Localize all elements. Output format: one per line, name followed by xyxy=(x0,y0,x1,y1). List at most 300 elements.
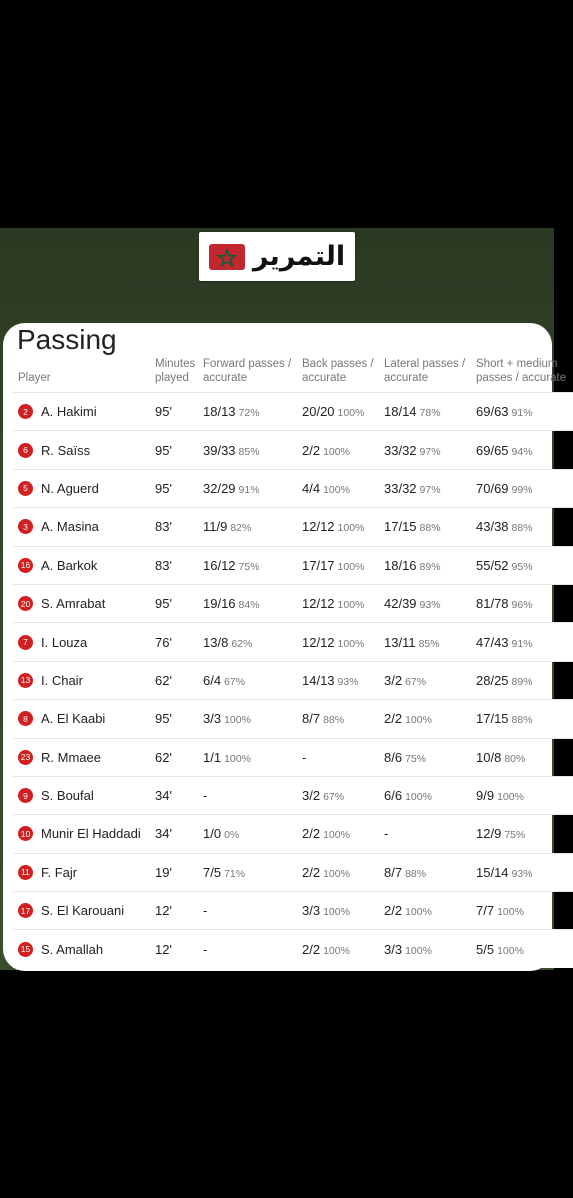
short-medium-passes-percent: 91% xyxy=(511,637,533,650)
short-medium-passes-cell xyxy=(476,776,573,814)
forward-passes-cell xyxy=(203,853,302,891)
player-cell xyxy=(13,930,155,968)
player-cell xyxy=(13,815,155,853)
minutes-cell xyxy=(155,393,203,431)
player-cell xyxy=(13,431,155,469)
forward-passes-value: 32/29 xyxy=(203,480,236,496)
forward-passes-cell xyxy=(203,623,302,661)
forward-passes-cell xyxy=(203,431,302,469)
table-row[interactable] xyxy=(13,661,573,699)
back-passes-percent: 100% xyxy=(337,560,365,573)
back-passes-percent: 100% xyxy=(323,829,350,842)
column-header-short-medium[interactable] xyxy=(476,353,573,393)
minutes-cell xyxy=(155,738,203,776)
lateral-passes-value: 2/2 xyxy=(384,711,403,727)
player-name[interactable]: Munir El Haddadi xyxy=(41,826,141,842)
minutes-cell xyxy=(155,776,203,814)
minutes-value: 19' xyxy=(155,864,172,880)
minutes-cell xyxy=(155,853,203,891)
short-medium-passes-cell xyxy=(476,892,573,930)
lateral-passes-value: 33/32 xyxy=(384,442,417,458)
back-passes-value: 4/4 xyxy=(302,480,321,496)
table-row[interactable] xyxy=(13,623,573,661)
lateral-passes-cell xyxy=(384,508,476,546)
lateral-passes-value: 18/16 xyxy=(384,557,417,573)
short-medium-passes-percent: 89% xyxy=(511,675,533,688)
forward-passes-cell xyxy=(203,738,302,776)
player-name[interactable]: S. Amrabat xyxy=(41,596,106,612)
column-header-line2: played xyxy=(155,372,189,384)
table-header-row xyxy=(13,353,573,393)
back-passes-cell xyxy=(302,584,384,622)
back-passes-cell xyxy=(302,508,384,546)
short-medium-passes-value: 69/65 xyxy=(476,442,509,458)
short-medium-passes-value: 15/14 xyxy=(476,864,509,880)
header-title: التمرير xyxy=(252,241,346,272)
lateral-passes-cell xyxy=(384,469,476,507)
forward-passes-cell xyxy=(203,469,302,507)
short-medium-passes-cell xyxy=(476,815,573,853)
morocco-flag-icon xyxy=(209,244,245,270)
forward-passes-percent: 82% xyxy=(230,522,252,535)
column-header-line1: Minutes xyxy=(155,358,196,370)
short-medium-passes-percent: 80% xyxy=(504,752,526,765)
forward-passes-cell xyxy=(203,546,302,584)
player-cell xyxy=(13,393,155,431)
header-banner xyxy=(199,232,355,281)
forward-passes-percent: 85% xyxy=(238,445,260,458)
lateral-passes-cell xyxy=(384,892,476,930)
short-medium-passes-value: 12/9 xyxy=(476,826,502,842)
lateral-passes-percent: 78% xyxy=(419,407,441,420)
forward-passes-percent: 100% xyxy=(224,714,251,727)
short-medium-passes-percent: 94% xyxy=(511,445,533,458)
forward-passes-value: 19/16 xyxy=(203,596,236,612)
back-passes-value: 12/12 xyxy=(302,634,335,650)
lateral-passes-cell xyxy=(384,738,476,776)
forward-passes-cell xyxy=(203,661,302,699)
back-passes-cell xyxy=(302,815,384,853)
lateral-passes-cell xyxy=(384,584,476,622)
minutes-value: 12' xyxy=(155,941,172,957)
column-header-minutes[interactable] xyxy=(155,353,203,393)
lateral-passes-percent: 89% xyxy=(419,560,441,573)
minutes-value: 83' xyxy=(155,557,172,573)
player-name[interactable]: A. Masina xyxy=(41,519,99,535)
lateral-passes-value: - xyxy=(384,826,389,842)
back-passes-percent: 93% xyxy=(337,675,359,688)
forward-passes-percent: 100% xyxy=(224,752,251,765)
column-header-back[interactable] xyxy=(302,353,384,393)
back-passes-value: 12/12 xyxy=(302,596,335,612)
back-passes-value: - xyxy=(302,749,307,765)
back-passes-percent: 100% xyxy=(323,906,350,919)
back-passes-value: 2/2 xyxy=(302,941,321,957)
back-passes-percent: 100% xyxy=(337,522,365,535)
minutes-value: 83' xyxy=(155,519,172,535)
shirt-number-badge: 20 xyxy=(18,596,33,611)
short-medium-passes-percent: 75% xyxy=(504,829,526,842)
short-medium-passes-value: 47/43 xyxy=(476,634,509,650)
short-medium-passes-percent: 95% xyxy=(511,560,533,573)
lateral-passes-value: 8/6 xyxy=(384,749,403,765)
minutes-cell xyxy=(155,700,203,738)
lateral-passes-value: 33/32 xyxy=(384,480,417,496)
forward-passes-percent: 75% xyxy=(238,560,260,573)
shirt-number-badge: 8 xyxy=(18,711,33,726)
back-passes-value: 17/17 xyxy=(302,557,335,573)
forward-passes-value: 1/0 xyxy=(203,826,222,842)
table-row[interactable] xyxy=(13,469,573,507)
short-medium-passes-percent: 93% xyxy=(511,867,533,880)
lateral-passes-cell xyxy=(384,546,476,584)
forward-passes-cell xyxy=(203,393,302,431)
minutes-value: 34' xyxy=(155,826,172,842)
forward-passes-value: 18/13 xyxy=(203,404,236,420)
lateral-passes-cell xyxy=(384,853,476,891)
back-passes-value: 20/20 xyxy=(302,404,335,420)
short-medium-passes-cell xyxy=(476,738,573,776)
short-medium-passes-value: 70/69 xyxy=(476,480,509,496)
shirt-number-badge: 5 xyxy=(18,481,33,496)
forward-passes-cell xyxy=(203,892,302,930)
player-cell xyxy=(13,738,155,776)
column-header-line2: Player xyxy=(18,372,51,384)
short-medium-passes-cell xyxy=(476,661,573,699)
short-medium-passes-value: 81/78 xyxy=(476,596,509,612)
lateral-passes-cell xyxy=(384,930,476,968)
short-medium-passes-value: 69/63 xyxy=(476,404,509,420)
table-row[interactable] xyxy=(13,776,573,814)
table-row[interactable] xyxy=(13,393,573,431)
back-passes-percent: 88% xyxy=(323,714,345,727)
forward-passes-cell xyxy=(203,776,302,814)
forward-passes-percent: 84% xyxy=(238,599,260,612)
back-passes-percent: 67% xyxy=(323,791,345,804)
lateral-passes-value: 17/15 xyxy=(384,519,417,535)
forward-passes-value: 1/1 xyxy=(203,749,222,765)
player-cell xyxy=(13,546,155,584)
short-medium-passes-percent: 99% xyxy=(511,483,533,496)
minutes-value: 95' xyxy=(155,596,172,612)
forward-passes-cell xyxy=(203,815,302,853)
player-cell xyxy=(13,661,155,699)
lateral-passes-cell xyxy=(384,700,476,738)
back-passes-cell xyxy=(302,431,384,469)
back-passes-cell xyxy=(302,700,384,738)
shirt-number-badge: 2 xyxy=(18,404,33,419)
short-medium-passes-value: 7/7 xyxy=(476,903,495,919)
lateral-passes-percent: 88% xyxy=(405,867,427,880)
forward-passes-cell xyxy=(203,930,302,968)
player-name[interactable]: A. Barkok xyxy=(41,557,98,573)
player-info xyxy=(13,481,155,496)
lateral-passes-cell xyxy=(384,431,476,469)
player-info xyxy=(13,711,155,726)
short-medium-passes-cell xyxy=(476,853,573,891)
player-name[interactable]: A. El Kaabi xyxy=(41,711,106,727)
back-passes-cell xyxy=(302,853,384,891)
short-medium-passes-value: 55/52 xyxy=(476,557,509,573)
lateral-passes-cell xyxy=(384,393,476,431)
player-info xyxy=(13,596,155,611)
shirt-number-badge: 13 xyxy=(18,673,33,688)
player-info xyxy=(13,673,155,688)
lateral-passes-value: 3/2 xyxy=(384,672,403,688)
forward-passes-value: 11/9 xyxy=(203,519,228,535)
minutes-cell xyxy=(155,508,203,546)
back-passes-percent: 100% xyxy=(337,407,365,420)
table-row[interactable] xyxy=(13,546,573,584)
short-medium-passes-percent: 100% xyxy=(497,791,524,804)
player-name[interactable]: S. Amallah xyxy=(41,941,104,957)
lateral-passes-percent: 97% xyxy=(419,483,441,496)
shirt-number-badge: 10 xyxy=(18,826,33,841)
player-name[interactable]: F. Fajr xyxy=(41,864,78,880)
short-medium-passes-value: 43/38 xyxy=(476,519,509,535)
forward-passes-cell xyxy=(203,508,302,546)
forward-passes-value: 13/8 xyxy=(203,634,229,650)
table-body xyxy=(13,393,573,968)
shirt-number-badge: 23 xyxy=(18,750,33,765)
player-name[interactable]: R. Saïss xyxy=(41,442,91,458)
minutes-cell xyxy=(155,546,203,584)
lateral-passes-percent: 100% xyxy=(405,906,432,919)
forward-passes-percent: 71% xyxy=(224,867,246,880)
forward-passes-percent: 67% xyxy=(224,675,246,688)
minutes-value: 95' xyxy=(155,404,172,420)
minutes-value: 95' xyxy=(155,442,172,458)
shirt-number-badge: 3 xyxy=(18,519,33,534)
player-name[interactable]: N. Aguerd xyxy=(41,480,99,496)
lateral-passes-percent: 88% xyxy=(419,522,441,535)
short-medium-passes-percent: 100% xyxy=(497,944,524,957)
minutes-value: 34' xyxy=(155,788,172,804)
table-row[interactable] xyxy=(13,700,573,738)
forward-passes-value: - xyxy=(203,788,208,804)
lateral-passes-value: 3/3 xyxy=(384,941,403,957)
minutes-cell xyxy=(155,623,203,661)
table-row[interactable] xyxy=(13,584,573,622)
player-name[interactable]: S. El Karouani xyxy=(41,903,125,919)
shirt-number-badge: 17 xyxy=(18,903,33,918)
lateral-passes-percent: 100% xyxy=(405,944,432,957)
player-info xyxy=(13,635,155,650)
back-passes-cell xyxy=(302,469,384,507)
player-name[interactable]: I. Louza xyxy=(41,634,88,650)
shirt-number-badge: 15 xyxy=(18,942,33,957)
player-info xyxy=(13,404,155,419)
column-header-line2: accurate xyxy=(384,372,429,384)
lateral-passes-cell xyxy=(384,815,476,853)
back-passes-cell xyxy=(302,661,384,699)
lateral-passes-value: 18/14 xyxy=(384,404,417,420)
minutes-value: 62' xyxy=(155,749,172,765)
short-medium-passes-percent: 91% xyxy=(511,407,533,420)
back-passes-cell xyxy=(302,892,384,930)
short-medium-passes-percent: 88% xyxy=(511,522,533,535)
short-medium-passes-cell xyxy=(476,700,573,738)
shirt-number-badge: 11 xyxy=(18,865,33,880)
forward-passes-value: 7/5 xyxy=(203,864,222,880)
forward-passes-percent: 91% xyxy=(238,483,260,496)
lateral-passes-percent: 67% xyxy=(405,675,427,688)
passing-card xyxy=(3,323,567,971)
forward-passes-value: - xyxy=(203,903,208,919)
card-title: Passing xyxy=(17,324,117,355)
table-row[interactable] xyxy=(13,738,573,776)
lateral-passes-value: 8/7 xyxy=(384,864,403,880)
back-passes-value: 2/2 xyxy=(302,864,321,880)
player-name[interactable]: I. Chair xyxy=(41,672,83,688)
back-passes-percent: 100% xyxy=(323,867,350,880)
player-info xyxy=(13,788,155,803)
minutes-cell xyxy=(155,661,203,699)
column-header-forward[interactable] xyxy=(203,353,302,393)
player-name[interactable]: A. Hakimi xyxy=(41,404,97,420)
player-cell xyxy=(13,700,155,738)
short-medium-passes-value: 9/9 xyxy=(476,788,495,804)
column-header-line2: passes / accurate xyxy=(476,372,567,384)
back-passes-cell xyxy=(302,623,384,661)
minutes-value: 95' xyxy=(155,711,172,727)
back-passes-percent: 100% xyxy=(323,483,350,496)
minutes-cell xyxy=(155,584,203,622)
forward-passes-value: 16/12 xyxy=(203,557,236,573)
short-medium-passes-cell xyxy=(476,431,573,469)
lateral-passes-value: 6/6 xyxy=(384,788,403,804)
passing-table xyxy=(13,353,573,968)
column-header-line1: Forward passes / xyxy=(203,358,292,370)
lateral-passes-cell xyxy=(384,776,476,814)
shirt-number-badge: 9 xyxy=(18,788,33,803)
short-medium-passes-percent: 88% xyxy=(511,714,533,727)
shirt-number-badge: 16 xyxy=(18,558,33,573)
short-medium-passes-cell xyxy=(476,584,573,622)
back-passes-value: 14/13 xyxy=(302,672,335,688)
player-info xyxy=(13,443,155,458)
table-row[interactable] xyxy=(13,930,573,968)
forward-passes-cell xyxy=(203,584,302,622)
player-info xyxy=(13,865,155,880)
back-passes-cell xyxy=(302,930,384,968)
column-header-line2: accurate xyxy=(203,372,248,384)
player-name[interactable]: R. Mmaee xyxy=(41,749,101,765)
column-header-line1 xyxy=(18,357,155,371)
back-passes-percent: 100% xyxy=(323,445,350,458)
table-row[interactable] xyxy=(13,508,573,546)
back-passes-value: 3/2 xyxy=(302,788,321,804)
back-passes-value: 12/12 xyxy=(302,519,335,535)
column-header-line1: Short + medium xyxy=(476,358,558,370)
short-medium-passes-value: 17/15 xyxy=(476,711,509,727)
lateral-passes-value: 13/11 xyxy=(384,634,416,650)
forward-passes-value: 39/33 xyxy=(203,442,236,458)
player-cell xyxy=(13,584,155,622)
forward-passes-value: 3/3 xyxy=(203,711,222,727)
back-passes-percent: 100% xyxy=(323,944,350,957)
player-cell xyxy=(13,853,155,891)
player-name[interactable]: S. Boufal xyxy=(41,788,94,804)
back-passes-cell xyxy=(302,546,384,584)
player-info xyxy=(13,903,155,918)
forward-passes-percent: 0% xyxy=(224,829,240,842)
player-info xyxy=(13,519,155,534)
column-header-line1: Back passes / xyxy=(302,358,374,370)
minutes-value: 62' xyxy=(155,672,172,688)
back-passes-percent: 100% xyxy=(337,599,365,612)
minutes-cell xyxy=(155,815,203,853)
short-medium-passes-cell xyxy=(476,623,573,661)
shirt-number-badge: 6 xyxy=(18,443,33,458)
table-row[interactable] xyxy=(13,431,573,469)
lateral-passes-value: 42/39 xyxy=(384,596,417,612)
back-passes-percent: 100% xyxy=(337,637,365,650)
player-cell xyxy=(13,508,155,546)
lateral-passes-percent: 100% xyxy=(405,791,432,804)
player-info xyxy=(13,558,155,573)
forward-passes-value: - xyxy=(203,941,208,957)
short-medium-passes-value: 28/25 xyxy=(476,672,509,688)
lateral-passes-percent: 93% xyxy=(419,599,441,612)
short-medium-passes-value: 10/8 xyxy=(476,749,502,765)
player-cell xyxy=(13,623,155,661)
minutes-value: 76' xyxy=(155,634,172,650)
back-passes-value: 3/3 xyxy=(302,903,321,919)
lateral-passes-cell xyxy=(384,623,476,661)
column-header-lateral[interactable] xyxy=(384,353,476,393)
forward-passes-cell xyxy=(203,700,302,738)
table-row[interactable] xyxy=(13,853,573,891)
player-cell xyxy=(13,892,155,930)
short-medium-passes-cell xyxy=(476,508,573,546)
forward-passes-percent: 62% xyxy=(231,637,253,650)
column-header-line1: Lateral passes / xyxy=(384,358,466,370)
table-row[interactable] xyxy=(13,892,573,930)
minutes-cell xyxy=(155,892,203,930)
player-info xyxy=(13,750,155,765)
shirt-number-badge: 7 xyxy=(18,635,33,650)
table-row[interactable] xyxy=(13,815,573,853)
back-passes-cell xyxy=(302,738,384,776)
lateral-passes-percent: 100% xyxy=(405,714,432,727)
back-passes-value: 2/2 xyxy=(302,442,321,458)
back-passes-value: 8/7 xyxy=(302,711,321,727)
player-cell xyxy=(13,469,155,507)
short-medium-passes-cell xyxy=(476,930,573,968)
short-medium-passes-value: 5/5 xyxy=(476,941,495,957)
lateral-passes-cell xyxy=(384,661,476,699)
back-passes-cell xyxy=(302,393,384,431)
minutes-cell xyxy=(155,930,203,968)
lateral-passes-value: 2/2 xyxy=(384,903,403,919)
forward-passes-percent: 72% xyxy=(238,407,260,420)
short-medium-passes-cell xyxy=(476,546,573,584)
player-info xyxy=(13,826,155,841)
player-info xyxy=(13,942,155,957)
player-cell xyxy=(13,776,155,814)
column-header-player[interactable] xyxy=(13,353,155,393)
lateral-passes-percent: 97% xyxy=(419,445,441,458)
short-medium-passes-percent: 100% xyxy=(497,906,524,919)
minutes-cell xyxy=(155,469,203,507)
short-medium-passes-cell xyxy=(476,393,573,431)
back-passes-cell xyxy=(302,776,384,814)
short-medium-passes-percent: 96% xyxy=(511,599,533,612)
back-passes-value: 2/2 xyxy=(302,826,321,842)
forward-passes-value: 6/4 xyxy=(203,672,222,688)
minutes-cell xyxy=(155,431,203,469)
